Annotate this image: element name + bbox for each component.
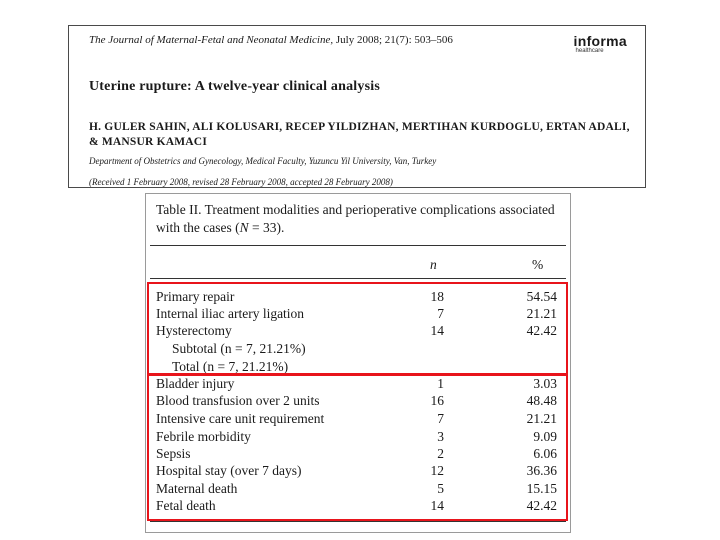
article-authors: H. GULER SAHIN, ALI KOLUSARI, RECEP YILDIZHAN, MERTIHAN KURDOGLU, ERTAN ADALI, & MANSUR KAMACI	[89, 121, 630, 148]
row-label: Primary repair	[156, 289, 235, 304]
row-percent: 48.48	[526, 393, 557, 408]
row-n: 3	[437, 429, 444, 444]
row-n: 2	[437, 446, 444, 461]
publisher-subtitle: healthcare	[575, 48, 604, 54]
row-percent: 36.36	[526, 463, 557, 478]
journal-name: The Journal of Maternal-Fetal and Neonatal Medicine,	[89, 34, 334, 46]
row-label: Sepsis	[156, 446, 191, 461]
table-caption-text: Table II. Treatment modalities and perioperative complications associated with the cases (	[156, 202, 555, 235]
publisher-logo	[574, 34, 627, 54]
complications-highlight-box	[147, 374, 568, 521]
row-n: 14	[430, 323, 444, 338]
column-header-percent: %	[532, 257, 544, 272]
row-label: Blood transfusion over 2 units	[156, 393, 320, 408]
row-label: Bladder injury	[156, 376, 235, 391]
publisher-name: informa	[573, 33, 627, 49]
row-label: Internal iliac artery ligation	[156, 306, 305, 321]
row-percent: 21.21	[526, 306, 557, 321]
received-dates: (Received 1 February 2008, revised 28 February 2008, accepted 28 February 2008)	[89, 177, 393, 187]
row-n: 14	[430, 498, 444, 513]
row-n: 5	[437, 481, 444, 496]
row-label: Total (n = 7, 21.21%)	[172, 359, 289, 374]
row-percent: 6.06	[533, 446, 557, 461]
table-caption-end: = 33).	[248, 220, 285, 235]
article-title: Uterine rupture: A twelve-year clinical analysis	[89, 79, 380, 94]
row-label: Hospital stay (over 7 days)	[156, 463, 302, 478]
row-label: Hysterectomy	[156, 323, 232, 338]
row-percent: 3.03	[533, 376, 557, 391]
row-percent: 9.09	[533, 429, 557, 444]
row-percent: 21.21	[526, 411, 557, 426]
row-percent: 42.42	[526, 323, 557, 338]
row-percent: 15.15	[526, 481, 557, 496]
table-caption-n: N	[239, 220, 249, 235]
row-percent: 42.42	[526, 498, 557, 513]
row-n: 7	[437, 306, 444, 321]
row-n: 12	[430, 463, 444, 478]
row-label: Maternal death	[156, 481, 238, 496]
table-bottom-rule	[150, 521, 566, 522]
row-label: Fetal death	[156, 498, 216, 513]
journal-issue: July 2008; 21(7): 503–506	[335, 34, 453, 46]
article-header-clipping	[68, 25, 646, 188]
table-caption	[156, 201, 556, 237]
table-top-rule	[150, 245, 566, 246]
row-n: 18	[430, 289, 444, 304]
row-n: 7	[437, 411, 444, 426]
column-header-n: n	[430, 257, 437, 272]
row-percent: 54.54	[526, 289, 557, 304]
row-label: Intensive care unit requirement	[156, 411, 325, 426]
row-n: 16	[430, 393, 444, 408]
table-header-rule	[150, 278, 566, 279]
row-n: 1	[437, 376, 444, 391]
journal-citation	[89, 34, 453, 46]
treatment-highlight-box	[147, 282, 568, 375]
row-label: Febrile morbidity	[156, 429, 251, 444]
author-affiliation: Department of Obstetrics and Gynecology, Medical Faculty, Yuzuncu Yil University, Van, Turkey	[89, 156, 437, 166]
row-label: Subtotal (n = 7, 21.21%)	[172, 341, 306, 356]
